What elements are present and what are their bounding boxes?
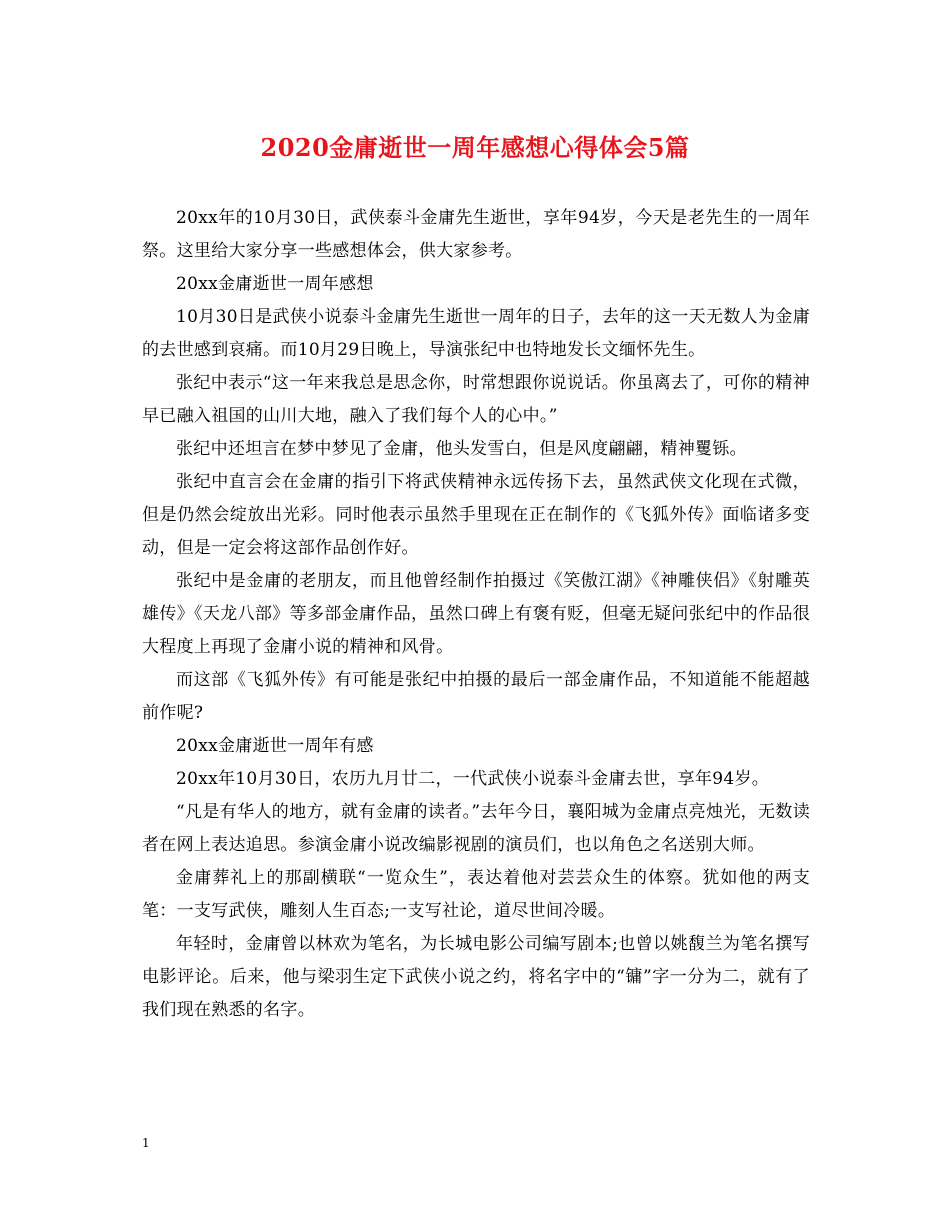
paragraph: 张纪中表示“这一年来我总是思念你，时常想跟你说说话。你虽离去了，可你的精神早已融入祖国的山川大地，融入了我们每个人的心中。” — [142, 373, 810, 426]
paragraph: 张纪中还坦言在梦中梦见了金庸，他头发雪白，但是风度翩翩，精神矍铄。 — [176, 439, 747, 459]
document-body — [142, 202, 810, 1027]
paragraph: 张纪中是金庸的老朋友，而且他曾经制作拍摄过《笑傲江湖》《神雕侠侣》《射雕英雄传》《天龙八部》等多部金庸作品，虽然口碑上有褒有贬，但毫无疑问张纪中的作品很大程度上再现了金庸小说的精神和风骨。 — [142, 571, 810, 657]
section-heading-1: 20xx金庸逝世一周年感想 — [176, 274, 374, 294]
paragraph: 年轻时，金庸曾以林欢为笔名，为长城电影公司编写剧本;也曾以姚馥兰为笔名撰写电影评论。后来，他与梁羽生定下武侠小说之约，将名字中的“镛”字一分为二，就有了我们现在熟悉的名字。 — [142, 934, 810, 1020]
paragraph: 金庸葬礼上的那副横联“一览众生”，表达着他对芸芸众生的体察。犹如他的两支笔：一支写武侠，雕刻人生百态;一支写社论，道尽世间冷暖。 — [142, 868, 810, 921]
paragraph: 张纪中直言会在金庸的指引下将武侠精神永远传扬下去，虽然武侠文化现在式微，但是仍然会绽放出光彩。同时他表示虽然手里现在正在制作的《飞狐外传》面临诸多变动，但是一定会将这部作品创作好。 — [142, 472, 810, 558]
paragraph: 20xx年10月30日，农历九月廿二，一代武侠小说泰斗金庸去世，享年94岁。 — [176, 769, 770, 789]
document-title: 2020金庸逝世一周年感想心得体会5篇 — [260, 133, 690, 162]
page-number: 1 — [142, 1136, 150, 1150]
paragraph: 而这部《飞狐外传》有可能是张纪中拍摄的最后一部金庸作品，不知道能不能超越前作呢? — [142, 670, 810, 723]
paragraph-intro: 20xx年的10月30日，武侠泰斗金庸先生逝世，享年94岁，今天是老先生的一周年祭。这里给大家分享一些感想体会，供大家参考。 — [142, 208, 810, 261]
paragraph: 10月30日是武侠小说泰斗金庸先生逝世一周年的日子，去年的这一天无数人为金庸的去世感到哀痛。而10月29日晚上，导演张纪中也特地发长文缅怀先生。 — [142, 307, 810, 360]
section-heading-2: 20xx金庸逝世一周年有感 — [176, 736, 374, 756]
paragraph: “凡是有华人的地方，就有金庸的读者。”去年今日，襄阳城为金庸点亮烛光，无数读者在网上表达追思。参演金庸小说改编影视剧的演员们，也以角色之名送别大师。 — [142, 802, 810, 855]
